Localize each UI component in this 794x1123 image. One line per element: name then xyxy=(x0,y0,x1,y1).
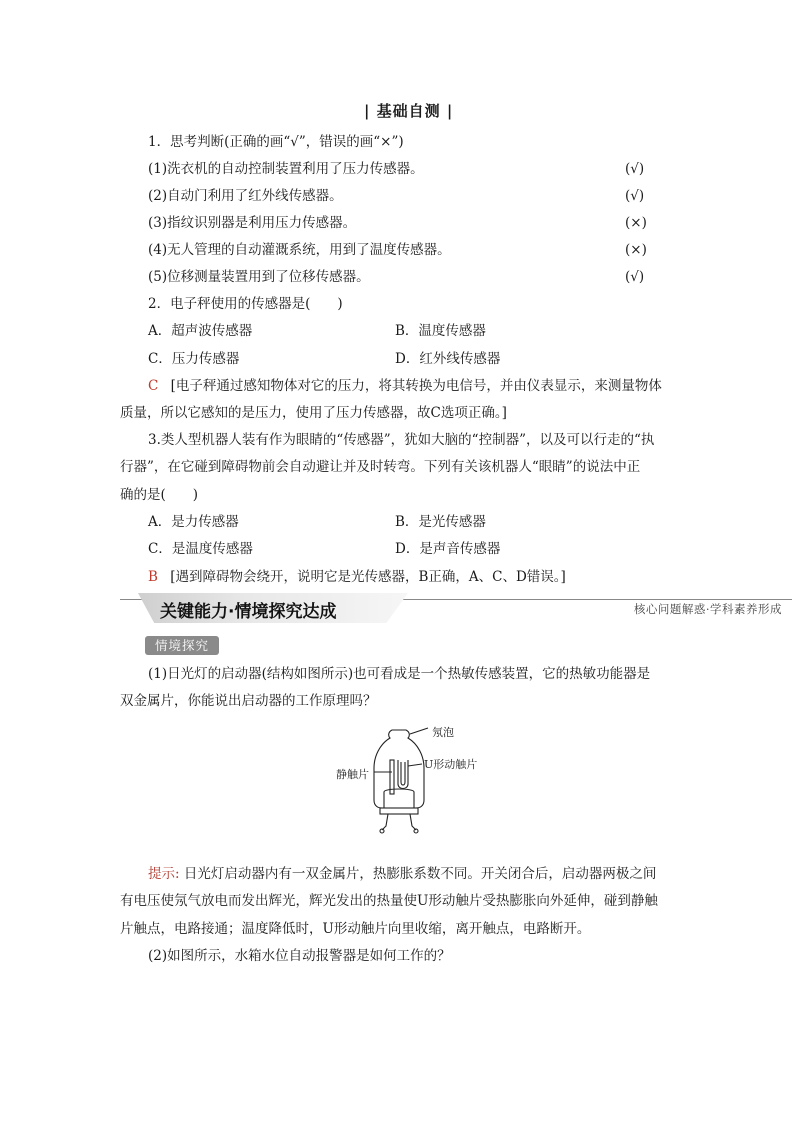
q1-item-4: (4)无人管理的自动灌溉系统，用到了温度传感器。 xyxy=(148,242,451,258)
q3-answer-letter: B xyxy=(148,569,158,585)
bulb-stem xyxy=(384,789,414,808)
s2-question: (2)如图所示，水箱水位自动报警器是如何工作的？ xyxy=(148,948,451,964)
label-static-contact: 静触片 xyxy=(336,768,369,781)
q3-stem-line1: 3.类人型机器人装有作为眼睛的“传感器”，犹如大脑的“控制器”，以及可以行走的“执 xyxy=(148,432,655,448)
q1-mark-3: (×) xyxy=(625,215,647,231)
q2-option-c: C．压力传感器 xyxy=(148,351,240,367)
banner-right-tag: 核心问题解惑·学科素养形成 xyxy=(633,602,782,616)
hint-line3: 片触点，电路接通；温度降低时，U形动触片向里收缩，离开触点，电路断开。 xyxy=(120,921,591,937)
q3-option-d: D．是声音传感器 xyxy=(395,541,501,557)
q1-mark-4: (×) xyxy=(625,242,647,258)
q3-stem-line3: 确的是( ) xyxy=(120,487,199,503)
q1-item-2: (2)自动门利用了红外线传感器。 xyxy=(148,188,343,204)
hint-line1: 日光灯启动器内有一双金属片，热膨胀系数不同。开关闭合后，启动器两极之间 xyxy=(183,866,657,882)
q1-stem: 1．思考判断(正确的画“√”，错误的画“×”) xyxy=(148,134,404,150)
label-bulb: 氖泡 xyxy=(432,726,454,739)
hint-line2: 有电压使氖气放电而发出辉光，辉光发出的热量使U形动触片受热膨胀向外延伸，碰到静触 xyxy=(120,893,658,909)
s1-line2: 双金属片，你能说出启动器的工作原理吗？ xyxy=(120,693,377,709)
q1-mark-1: (√) xyxy=(625,161,645,177)
u-contact xyxy=(398,760,408,789)
s1-line1: (1)日光灯的启动器(结构如图所示)也可看成是一个热敏传感装置，它的热敏功能器是 xyxy=(148,666,651,682)
q1-item-5: (5)位移测量装置用到了位移传感器。 xyxy=(148,269,370,285)
q3-stem-line2: 行器”，在它碰到障碍物前会自动避让并及时转弯。下列有关该机器人“眼睛”的说法中正 xyxy=(120,459,641,475)
q2-option-d: D．红外线传感器 xyxy=(395,351,501,367)
q1-item-1: (1)洗衣机的自动控制装置利用了压力传感器。 xyxy=(148,161,424,177)
banner-title: 关键能力·情境探究达成 xyxy=(160,602,337,622)
bulb-base xyxy=(380,808,418,814)
q2-option-a: A．超声波传感器 xyxy=(148,323,253,339)
q3-option-a: A．是力传感器 xyxy=(148,514,239,530)
q3-option-b: B．是光传感器 xyxy=(395,514,486,530)
label-u-contact: U形动触片 xyxy=(424,758,478,771)
q1-mark-5: (√) xyxy=(625,269,645,285)
q3-option-c: C．是温度传感器 xyxy=(148,541,253,557)
q2-explain-line1: [电子秤通过感知物体对它的压力，将其转换为电信号，并由仪表显示，来测量物体 xyxy=(170,378,662,394)
situation-badge: 情境探究 xyxy=(145,636,219,655)
q2-explain-line2: 质量，所以它感知的是压力，使用了压力传感器，故C选项正确。] xyxy=(120,405,507,421)
q1-item-3: (3)指纹识别器是利用压力传感器。 xyxy=(148,215,357,231)
q1-mark-2: (√) xyxy=(625,188,645,204)
q2-option-b: B．温度传感器 xyxy=(395,323,486,339)
bulb-glass-outline xyxy=(374,730,424,808)
q2-answer-letter: C xyxy=(148,378,159,394)
section-title: | 基础自测 | xyxy=(364,102,454,120)
hint-label: 提示: xyxy=(148,866,180,882)
q2-stem: 2．电子秤使用的传感器是( ) xyxy=(148,296,343,312)
q3-explain: [遇到障碍物会绕开，说明它是光传感器，B正确，A、C、D错误。] xyxy=(170,569,566,585)
